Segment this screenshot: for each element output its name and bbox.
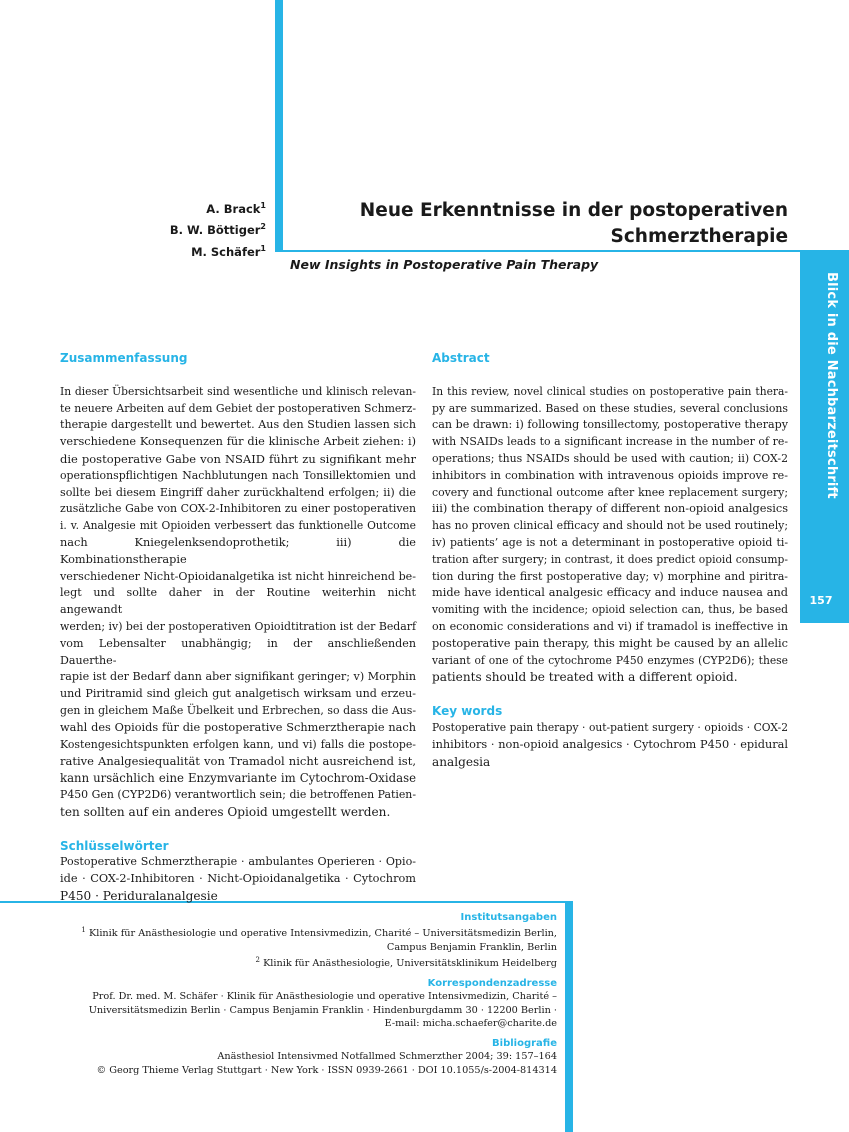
text-line: und Piritramid sind gleich gut analgetisch wirksam und erzeu- [60,687,416,701]
text-line: analgesia [432,754,491,769]
text-line: on economic considerations and vi) if tramadol is ineffective in [432,619,788,633]
text-line: Kostengesichtspunkten erfolgen kann, und vi) falls die postope- [60,737,416,751]
english-keywords [432,720,788,770]
text-line: tion during the first postoperative day; v) morphine and piritra- [432,569,788,583]
text-line: wahl des Opioids für die postoperative Schmerztherapie nach [60,720,416,734]
bibliography-line: © Georg Thieme Verlag Stuttgart · New York · ISSN 0939-2661 · DOI 10.1055/s-2004-814314 [96,1064,557,1076]
german-abstract-column [60,350,416,905]
title-underline-rule [275,250,849,252]
text-line: verschiedene Konsequenzen für die klinische Arbeit ziehen: i) [60,435,416,449]
text-line: iii) the combination therapy of different non-opioid analgesics [432,502,788,516]
text-line: inhibitors in combination with intravenous opioids improve re- [432,468,788,482]
text-line: verschiedener Nicht-Opioidanalgetika ist nicht hinreichend be- [60,569,416,583]
german-keywords [60,854,416,904]
footer-vertical-rule [565,901,573,1132]
text-line: Postoperative pain therapy · out-patient surgery · opioids · COX-2 [432,720,788,734]
institution-line: $^2$ Klinik für Anästhesiologie, Universitätsklinikum Heidelberg [255,955,557,970]
text-line: P450 Gen (CYP2D6) verantwortlich sein; die betroffenen Patien- [60,787,416,801]
text-line: with NSAIDs leads to a significant increase in the number of re- [432,435,788,449]
text-line: ide · COX-2-Inhibitoren · Nicht-Opioidanalgetika · Cytochrom [60,872,416,886]
top-vertical-rule [275,0,283,251]
correspondence-heading: Korrespondenzadresse [427,978,557,990]
author-list [170,197,266,261]
zusammenfassung-heading: Zusammenfassung [60,351,188,365]
text-line: postoperative pain therapy, this might be caused by an allelic [432,636,788,650]
bibliography-heading: Bibliografie [492,1038,557,1050]
author: A. Brack$^1$ [206,201,266,216]
article-subtitle: New Insights in Postoperative Pain Therapy [290,257,599,272]
text-line: P450 · Periduralanalgesie [60,888,218,903]
page-number: 157 [809,594,833,607]
author: M. Schäfer$^1$ [191,243,266,259]
correspondence-email: E-mail: micha.schaefer@charite.de [384,1017,557,1029]
title-line: Neue Erkenntnisse in der postoperativen [359,200,788,221]
text-line: rapie ist der Bedarf dann aber signifikant geringer; v) Morphin [60,670,416,684]
text-line: can be drawn: i) following tonsillectomy, postoperative therapy [432,418,788,432]
text-line: i. v. Analgesie mit Opioiden verbessert das funktionelle Outcome [60,519,416,533]
key-words-heading: Key words [432,704,503,719]
text-line: variant of one of the cytochrome P450 enzymes (CYP2D6); these [432,653,788,667]
text-line: ten sollten auf ein anderes Opioid umgestellt werden. [60,804,391,819]
correspondence-line: Universitätsmedizin Berlin · Campus Benjamin Franklin · Hindenburgdamm 30 · 12200 Berlin · [88,1004,557,1016]
text-line: mide have identical analgesic efficacy and induce nausea and [432,586,788,600]
text-line: In dieser Übersichtsarbeit sind wesentliche und klinisch relevan- [60,384,416,398]
text-line: werden; iv) bei der postoperativen Opioidtitration ist der Bedarf [60,619,416,633]
english-abstract-column [432,350,788,770]
text-line: py are summarized. Based on these studies, several conclusions [432,401,788,415]
article-title [348,198,788,250]
text-line: iv) patients’ age is not a determinant in postoperative opioid ti- [432,535,788,549]
text-line: vomiting with the incidence; opioid selection can, thus, be based [432,603,788,617]
text-line: nach Kniegelenksendoprothetik; iii) die Kombinationstherapie [60,535,416,566]
text-line: zusätzliche Gabe von COX-2-Inhibitoren zu einer postoperativen [60,502,416,516]
german-abstract-body [60,384,416,821]
text-line: sollte bei diesem Eingriff daher zurückhaltend erfolgen; ii) die [60,485,416,499]
text-line: has no proven clinical efficacy and should not be used routinely; [432,519,788,533]
text-line: operations; thus NSAIDs should be used with caution; ii) COX-2 [432,451,788,465]
title-line: Schmerztherapie [610,226,788,247]
text-line: tration after surgery; in contrast, it does predict opioid consump- [432,552,788,566]
institutions-heading: Institutsangaben [460,912,557,923]
text-line: gen in gleichem Maße Übelkeit und Erbrechen, so dass die Aus- [60,703,416,717]
institution-line: Campus Benjamin Franklin, Berlin [386,941,557,953]
text-line: legt und sollte daher in der Routine weiterhin nicht angewandt [60,586,416,617]
text-line: die postoperative Gabe von NSAID führt zu signifikant mehr [60,451,416,466]
bibliography-line: Anästhesiol Intensivmed Notfallmed Schmerzther 2004; 39: 157–164 [217,1051,557,1063]
text-line: te neuere Arbeiten auf dem Gebiet der postoperativen Schmerz- [60,401,416,415]
text-line: therapie dargestellt und bewertet. Aus den Studien lassen sich [60,418,416,432]
text-line: vom Lebensalter unabhängig; in der anschließenden Dauerthe- [60,636,416,667]
abstract-heading: Abstract [432,351,490,365]
text-line: In this review, novel clinical studies on postoperative pain thera- [432,384,788,398]
text-line: Postoperative Schmerztherapie · ambulantes Operieren · Opio- [60,855,416,869]
institution-line: $^1$ Klinik für Anästhesiologie und operative Intensivmedizin, Charité – Universitätsmedizin Berlin, [81,926,557,940]
correspondence-line: Prof. Dr. med. M. Schäfer · Klinik für Anästhesiologie und operative Intensivmedizin, Charité – [92,991,557,1003]
side-tab-label: Blick in die Nachbarzeitschrift [824,272,839,499]
schluesselwoerter-heading: Schlüsselwörter [60,838,169,853]
text-line: operationspflichtigen Nachblutungen nach Tonsillektomien und [60,468,416,482]
article-info [37,911,557,1077]
text-line: kann ursächlich eine Enzymvariante im Cytochrom-Oxidase [60,771,416,786]
text-line: inhibitors · non-opioid analgesics · Cytochrom P450 · epidural [432,737,788,751]
text-line: patients should be treated with a different opioid. [432,670,738,685]
english-abstract-body [432,384,788,686]
text-line: rative Analgesiequalität von Tramadol nicht ausreichend ist, [60,754,416,769]
text-line: covery and functional outcome after knee replacement surgery; [432,485,788,499]
author: B. W. Böttiger$^2$ [169,222,266,238]
